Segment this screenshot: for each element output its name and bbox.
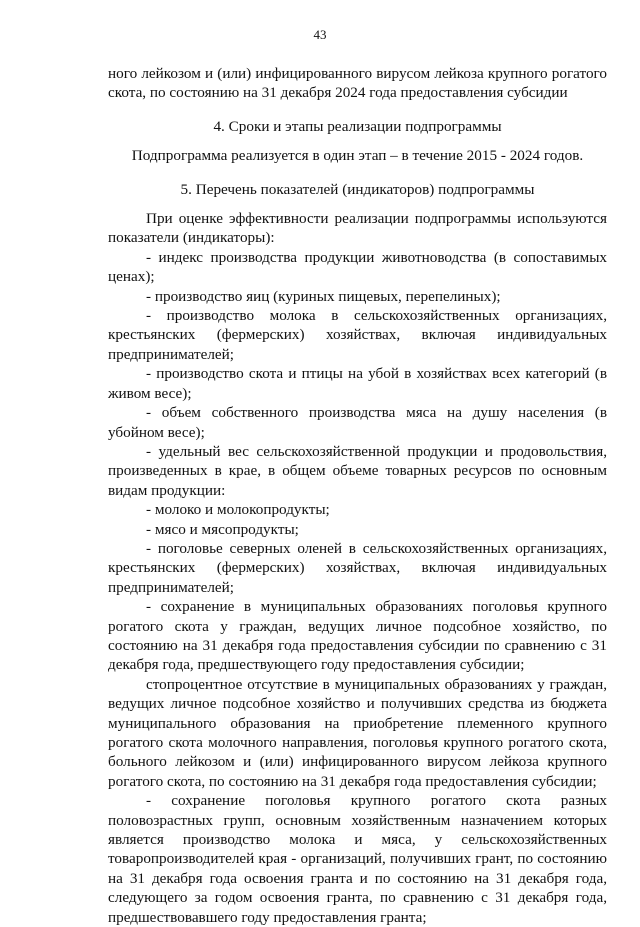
indicator-item: - удельный вес сельскохозяйственной продукции и продовольствия, произведенных в крае, в общем объеме товарных ресурсов по основным видам продукции: bbox=[108, 442, 607, 499]
document-body bbox=[108, 64, 607, 927]
indicator-item: - производство скота и птицы на убой в хозяйствах всех категорий (в живом весе); bbox=[108, 365, 607, 402]
indicator-item: стопроцентное отсутствие в муниципальных образованиях у граждан, ведущих личное подсобное хозяйство и получивших средства из бюджета муниципального образования на приобретение племенного крупного рогатого скота молочного направления, поголовья крупного рогатого скота, больного лейкозом и (или) инфицированного вирусом лейкоза крупного рогатого скота, по состоянию на 31 декабря года предоставления субсидии; bbox=[108, 675, 607, 790]
continuation-paragraph: ного лейкозом и (или) инфицированного вирусом лейкоза крупного рогатого скота, по состоянию на 31 декабря 2024 года предоставления субсидии bbox=[108, 65, 607, 102]
indicator-item: - производство яиц (куриных пищевых, перепелиных); bbox=[146, 287, 501, 305]
indicator-subitem: - молоко и молокопродукты; bbox=[146, 501, 330, 519]
indicator-subitem: - мясо и мясопродукты; bbox=[146, 520, 299, 538]
indicator-item: - поголовье северных оленей в сельскохозяйственных организациях, крестьянских (фермерских) хозяйствах, включая индивидуальных предпринимателей; bbox=[108, 539, 607, 596]
indicator-item: - производство молока в сельскохозяйственных организациях, крестьянских (фермерских) хозяйствах, включая индивидуальных предпринимателей; bbox=[108, 307, 607, 363]
section-4-text: Подпрограмма реализуется в один этап – в течение 2015 - 2024 годов. bbox=[131, 147, 584, 165]
indicator-item: - индекс производства продукции животноводства (в сопоставимых ценах); bbox=[108, 248, 607, 286]
section-4-heading: 4. Сроки и этапы реализации подпрограммы bbox=[213, 117, 502, 135]
section-5-heading: 5. Перечень показателей (индикаторов) подпрограммы bbox=[180, 180, 535, 198]
indicator-item: - сохранение в муниципальных образованиях поголовья крупного рогатого скота у граждан, ведущих личное подсобное хозяйство, по состоянию на 31 декабря года предоставления субсидии по сравнению с 31 декабря года, предшествующего году предоставления субсидии; bbox=[108, 598, 607, 674]
indicator-item: - объем собственного производства мяса на душу населения (в убойном весе); bbox=[108, 404, 607, 441]
indicator-item: - сохранение поголовья крупного рогатого скота разных половозрастных групп, основным хозяйственным назначением которых является производство молока и мяса, у сельскохозяйственных товаропроизводителей края - организаций, получивших грант, по состоянию на 31 декабря года освоения гранта и по состоянию на 31 декабря года, следующего за годом освоения гранта, по сравнению с 31 декабря года, предшествовавшего году предоставления гранта; bbox=[108, 792, 607, 926]
section-5-intro: При оценке эффективности реализации подпрограммы используются показатели (индикаторы): bbox=[108, 210, 607, 247]
page-number: 43 bbox=[313, 27, 327, 42]
